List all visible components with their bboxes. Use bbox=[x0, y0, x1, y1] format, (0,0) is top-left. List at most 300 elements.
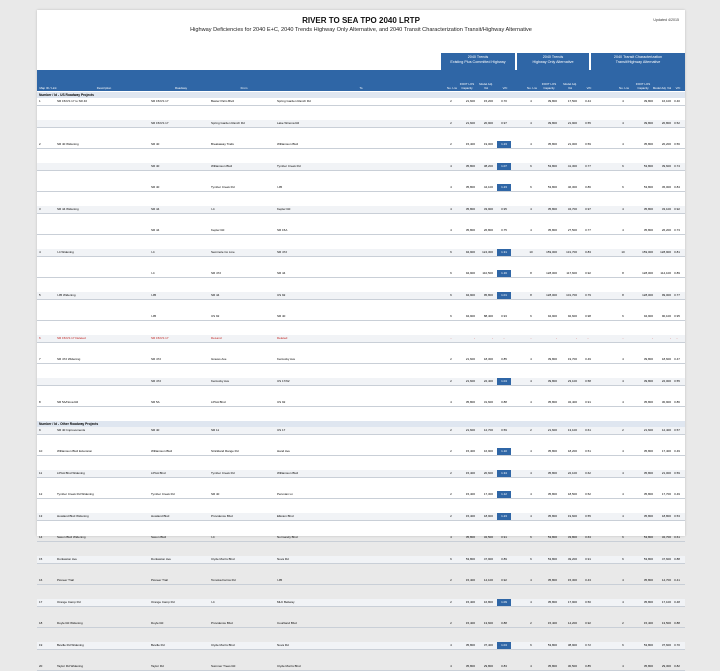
table-cell bbox=[57, 227, 149, 234]
vc-ratio-cell: 1.04 bbox=[497, 642, 511, 649]
table-cell: SR 11 bbox=[211, 427, 220, 432]
table-cell: 8 bbox=[39, 400, 41, 404]
table-cell: Dunlawton Ave bbox=[57, 556, 77, 561]
table-cell: Doyle Rd Widening bbox=[57, 621, 83, 625]
table-cell: SR 40 bbox=[151, 185, 160, 189]
table-cell: 39,800 bbox=[643, 99, 653, 103]
table-cell: SR 40 bbox=[211, 492, 220, 496]
table-cell: 35,800 bbox=[643, 492, 653, 496]
table-cell: 15,400 bbox=[465, 621, 475, 625]
table-cell: 35,800 bbox=[465, 642, 475, 647]
table-cell: Williamson Blvd bbox=[211, 163, 233, 168]
table-cell: Hand Ave bbox=[277, 449, 290, 453]
table-cell: 39,800 bbox=[547, 120, 557, 125]
table-cell: 4 bbox=[622, 206, 624, 211]
table-cell: 1 bbox=[39, 99, 41, 103]
table-cell: 33,100 bbox=[661, 206, 671, 211]
table-row bbox=[37, 270, 685, 278]
table-cell: 12 bbox=[39, 492, 43, 496]
table-cell: 128,000 bbox=[642, 271, 653, 275]
table-cell: 4 bbox=[622, 513, 624, 518]
table-cell: 4 bbox=[450, 664, 452, 668]
vc-ratio-cell: 0.51 bbox=[585, 449, 591, 453]
table-cell: Kepler Rd bbox=[277, 206, 291, 211]
table-cell: Tymber Creek Rd bbox=[277, 163, 301, 168]
vc-ratio-cell: 0.92 bbox=[674, 206, 680, 211]
table-cell: 45,000 bbox=[661, 185, 671, 189]
table-cell: - bbox=[576, 335, 577, 340]
table-cell: Beville Rd Widening bbox=[57, 642, 84, 647]
column-header: Model Adj. Vol bbox=[652, 85, 672, 90]
table-cell: 6 bbox=[450, 556, 452, 561]
vc-ratio-cell: 0.74 bbox=[674, 163, 680, 168]
table-cell: Breakaway Trails bbox=[211, 142, 234, 146]
table-cell: 2 bbox=[622, 621, 624, 625]
column-header: To bbox=[359, 85, 363, 90]
vc-ratio-cell: 0.93 bbox=[501, 314, 507, 318]
table-cell: 18 bbox=[39, 621, 43, 625]
table-cell: 15,400 bbox=[643, 621, 653, 625]
table-row bbox=[37, 163, 685, 171]
table-cell: 2 bbox=[530, 621, 532, 625]
table-cell bbox=[39, 163, 55, 170]
table-cell: 2 bbox=[450, 142, 452, 146]
group-label: 2040 Trends bbox=[467, 55, 489, 59]
table-row bbox=[37, 227, 685, 235]
table-cell: SR 472 bbox=[277, 249, 288, 254]
table-cell: 39,800 bbox=[547, 378, 557, 383]
vc-ratio-cell: 0.85 bbox=[501, 357, 507, 361]
table-cell: 159,000 bbox=[546, 249, 557, 254]
table-row bbox=[37, 642, 685, 650]
table-cell: 128,000 bbox=[546, 292, 557, 297]
table-cell: Spring Garden Ranch Rd bbox=[211, 120, 245, 125]
table-cell: SR 44 Widening bbox=[57, 206, 79, 211]
table-cell: Taylor Rd Widening bbox=[57, 664, 84, 668]
table-cell: 39,800 bbox=[643, 378, 653, 383]
table-cell: I-4 bbox=[151, 249, 155, 254]
table-cell bbox=[39, 378, 55, 385]
table-cell: SR 15A bbox=[277, 228, 288, 232]
table-cell: 29,300 bbox=[661, 664, 671, 668]
table-row bbox=[37, 206, 685, 214]
table-cell: 4 bbox=[622, 599, 624, 604]
vc-ratio-cell: 0.83 bbox=[501, 664, 507, 668]
vc-ratio-cell: 1.23 bbox=[497, 184, 511, 191]
table-cell: Lake Winona Rd bbox=[277, 120, 300, 125]
table-cell: LPGA Blvd bbox=[151, 470, 166, 475]
table-cell: 4 bbox=[450, 206, 452, 211]
vc-ratio-cell: 0.77 bbox=[585, 228, 591, 232]
table-cell: SR 15/US 17 bbox=[151, 99, 169, 103]
table-cell: 4 bbox=[530, 228, 532, 232]
table-cell: 37,600 bbox=[661, 642, 671, 647]
table-cell: 35,800 bbox=[643, 206, 653, 211]
table-cell: Tomoka Farms Rd bbox=[211, 578, 236, 582]
table-cell: 4 bbox=[530, 120, 532, 125]
table-cell: Summer Trees Rd bbox=[211, 664, 236, 668]
table-cell: 8 bbox=[622, 292, 624, 297]
table-cell: 21,600 bbox=[465, 378, 475, 383]
vc-ratio-cell: 1.23 bbox=[497, 513, 511, 520]
table-cell: 26,200 bbox=[661, 228, 671, 232]
vc-ratio-cell: 0.97 bbox=[585, 206, 591, 211]
table-cell: Providence Blvd bbox=[211, 513, 233, 518]
table-cell: I-4 bbox=[151, 271, 155, 275]
table-cell: 18,600 bbox=[661, 357, 671, 361]
table-cell: 2 bbox=[530, 427, 532, 432]
table-cell: 17,500 bbox=[567, 99, 577, 103]
table-row bbox=[37, 599, 685, 607]
group-sublabel: Existing Plus Committed Highway bbox=[450, 60, 506, 65]
table-cell bbox=[39, 120, 55, 127]
table-cell: 4 bbox=[530, 357, 532, 361]
table-cell: 39,800 bbox=[643, 357, 653, 361]
table-cell: Orange Camp Rd bbox=[151, 599, 175, 604]
table-cell: 35,800 bbox=[643, 470, 653, 475]
table-cell: 4 bbox=[530, 400, 532, 404]
table-cell: 38,900 bbox=[567, 642, 577, 647]
table-cell: Courtland Blvd bbox=[277, 621, 297, 625]
table-cell: Nova Rd bbox=[277, 642, 289, 647]
table-cell: Spring Garden Ranch Rd bbox=[277, 99, 311, 103]
table-cell: 27,500 bbox=[567, 228, 577, 232]
vc-ratio-cell: 0.97 bbox=[501, 120, 507, 125]
document-subtitle: Highway Deficiencies for 2040 E+C, 2040 Trends Highway Only Alternative, and 2040 Transit Characterization Transit/Highway Alternative bbox=[190, 27, 532, 33]
table-cell: 39,800 bbox=[643, 120, 653, 125]
column-header: V/C bbox=[502, 85, 508, 90]
vc-ratio-cell: 0.91 bbox=[585, 556, 591, 561]
table-cell: 53,800 bbox=[643, 535, 653, 539]
table-cell: 94,900 bbox=[465, 314, 475, 318]
column-header: Model Adj. Vol bbox=[479, 82, 493, 90]
table-cell: 12,700 bbox=[483, 427, 493, 432]
table-cell: - bbox=[492, 335, 493, 340]
table-cell: 20,600 bbox=[483, 470, 493, 475]
table-row bbox=[37, 491, 685, 499]
table-cell: SR 40 bbox=[277, 314, 286, 318]
table-cell: I-4 bbox=[211, 599, 215, 604]
table-cell: 53,800 bbox=[547, 556, 557, 561]
vc-ratio-cell: 0.59 bbox=[674, 470, 680, 475]
table-cell: 2 bbox=[450, 99, 452, 103]
table-cell: - bbox=[622, 335, 624, 340]
table-cell: 6 bbox=[530, 535, 532, 539]
table-cell: 35,800 bbox=[643, 513, 653, 518]
table-cell: 19,700 bbox=[567, 357, 577, 361]
table-cell: 29,800 bbox=[483, 664, 493, 668]
table-cell: 53,800 bbox=[547, 163, 557, 168]
group-sublabel: Highway Only Alternative bbox=[532, 60, 574, 65]
table-cell: 4 bbox=[530, 492, 532, 496]
section-header: Number / Id - Other Roadway Projects bbox=[37, 421, 685, 427]
vc-ratio-cell: - bbox=[587, 335, 589, 340]
group-sublabel: Transit/Highway Alternative bbox=[615, 60, 661, 65]
table-cell: Doyle Rd bbox=[151, 621, 164, 625]
vc-ratio-cell: 0.77 bbox=[674, 292, 680, 297]
table-cell: - bbox=[530, 335, 532, 340]
table-cell: I-4 bbox=[211, 206, 215, 211]
table-cell: 35,800 bbox=[547, 599, 557, 604]
table-cell: 110,500 bbox=[482, 271, 493, 275]
table-cell: Tymber Creek Rd Widening bbox=[57, 492, 94, 496]
table-cell: 14,200 bbox=[567, 621, 577, 625]
vc-ratio-cell: 0.52 bbox=[674, 120, 680, 125]
table-cell: Kentucky Ave bbox=[277, 357, 296, 361]
table-cell: 18,900 bbox=[483, 513, 493, 518]
table-cell: 6 bbox=[622, 556, 624, 561]
table-row bbox=[37, 620, 685, 628]
table-cell: 35,800 bbox=[465, 163, 475, 168]
table-cell: 92,600 bbox=[567, 314, 577, 318]
table-row bbox=[37, 335, 685, 343]
table-cell: SR 15/US 17 bbox=[151, 120, 169, 125]
table-cell: US 92 bbox=[277, 292, 286, 297]
table-cell: Elkcam Blvd bbox=[277, 513, 294, 518]
table-cell: 35,800 bbox=[465, 535, 475, 539]
table-cell: 19,000 bbox=[483, 142, 493, 146]
table-cell: 21,900 bbox=[567, 120, 577, 125]
table-row bbox=[37, 663, 685, 671]
table-cell: 131,700 bbox=[566, 249, 577, 254]
table-cell: 35,800 bbox=[547, 492, 557, 496]
column-header: Model Adj. Vol bbox=[563, 82, 577, 90]
table-cell: 2 bbox=[450, 449, 452, 453]
vc-ratio-cell: 0.88 bbox=[674, 556, 680, 561]
table-cell: SR 40 bbox=[151, 163, 160, 168]
table-cell: 15 bbox=[39, 556, 43, 561]
table-cell: 53,800 bbox=[643, 163, 653, 168]
table-cell: SR 472 Widening bbox=[57, 357, 81, 361]
vc-ratio-cell: 1.01 bbox=[497, 292, 511, 299]
table-cell bbox=[39, 313, 55, 320]
table-cell: 4 bbox=[450, 642, 452, 647]
table-cell: Clyde Morris Blvd bbox=[211, 556, 235, 561]
table-cell: 114,100 bbox=[660, 271, 671, 275]
document-sheet bbox=[37, 10, 685, 668]
table-cell: 37,400 bbox=[483, 642, 493, 647]
table-cell: SR 40 bbox=[151, 142, 160, 146]
vc-ratio-cell: 0.92 bbox=[585, 271, 591, 275]
table-cell: 4 bbox=[622, 120, 624, 125]
table-cell: 2 bbox=[450, 120, 452, 125]
table-cell: 20 bbox=[39, 664, 43, 668]
vc-ratio-cell: 0.48 bbox=[674, 599, 680, 604]
table-cell: US 92 bbox=[277, 400, 286, 404]
table-cell: Williamson Blvd bbox=[277, 142, 299, 146]
table-cell: 21,600 bbox=[465, 427, 475, 432]
table-cell: 39,800 bbox=[547, 357, 557, 361]
vc-ratio-cell: 0.88 bbox=[501, 621, 507, 625]
table-cell: SR 5A bbox=[151, 400, 160, 404]
vc-ratio-cell: 1.09 bbox=[497, 599, 511, 606]
table-cell: SR 44 bbox=[151, 228, 160, 232]
vc-ratio-cell: 0.59 bbox=[501, 427, 507, 432]
table-cell: 14,100 bbox=[483, 578, 493, 582]
table-cell: 17,400 bbox=[661, 449, 671, 453]
table-cell: 2 bbox=[450, 357, 452, 361]
table-cell: Clyde Morris Blvd bbox=[211, 642, 235, 647]
table-cell: 35,800 bbox=[643, 578, 653, 582]
table-cell: 33,900 bbox=[483, 206, 493, 211]
vc-ratio-cell: 0.92 bbox=[585, 621, 591, 625]
table-cell: 2 bbox=[450, 621, 452, 625]
table-row bbox=[37, 184, 685, 192]
table-cell bbox=[57, 120, 149, 127]
table-cell: 18,500 bbox=[567, 492, 577, 496]
table-cell: Saxon Blvd Widening bbox=[57, 535, 86, 539]
table-cell: 35,800 bbox=[547, 449, 557, 453]
table-row bbox=[37, 292, 685, 300]
vc-ratio-cell: 0.73 bbox=[674, 228, 680, 232]
vc-ratio-cell: 0.92 bbox=[501, 578, 507, 582]
table-cell: 4 bbox=[622, 578, 624, 582]
table-cell: 53,800 bbox=[643, 556, 653, 561]
table-cell: 16 bbox=[39, 578, 43, 582]
table-cell: 5 bbox=[39, 292, 41, 297]
table-cell: 2 bbox=[450, 513, 452, 518]
vc-ratio-cell: 0.52 bbox=[585, 492, 591, 496]
table-cell: Tymber Creek Rd bbox=[211, 185, 235, 189]
table-row bbox=[37, 577, 685, 585]
table-cell: 95,800 bbox=[483, 292, 493, 297]
vc-ratio-cell: 1.31 bbox=[497, 249, 511, 256]
table-cell: DeLand bbox=[211, 335, 222, 340]
table-cell: 13,500 bbox=[661, 621, 671, 625]
table-cell: 4 bbox=[450, 400, 452, 404]
table-cell: 35,800 bbox=[547, 206, 557, 211]
column-header: No. Lns bbox=[447, 85, 457, 90]
vc-ratio-cell: 0.85 bbox=[585, 664, 591, 668]
table-cell: 35,800 bbox=[465, 228, 475, 232]
column-header: Map ID / Link bbox=[39, 85, 57, 90]
table-cell: 4 bbox=[530, 378, 532, 383]
table-cell: 47,900 bbox=[483, 556, 493, 561]
table-cell: 35,800 bbox=[643, 599, 653, 604]
table-cell: 35,800 bbox=[547, 578, 557, 582]
table-cell: 2 bbox=[622, 427, 624, 432]
table-cell: 99,000 bbox=[661, 292, 671, 297]
vc-ratio-cell: 0.88 bbox=[501, 400, 507, 404]
table-cell: Nova Rd bbox=[277, 556, 289, 561]
table-cell: 4 bbox=[39, 249, 41, 254]
table-cell: 4 bbox=[450, 163, 452, 168]
vc-ratio-cell: 0.79 bbox=[585, 292, 591, 297]
table-cell: 94,900 bbox=[643, 314, 653, 318]
table-cell: SR 15/US 17 to SR 40 bbox=[57, 99, 88, 103]
table-cell: 4 bbox=[622, 400, 624, 404]
table-cell: 101,700 bbox=[566, 292, 577, 297]
table-cell: Tymber Creek Rd bbox=[151, 492, 175, 496]
table-cell: US 17/92 bbox=[277, 378, 290, 383]
vc-ratio-cell: 0.86 bbox=[585, 185, 591, 189]
table-cell: 13 bbox=[39, 513, 43, 518]
table-cell: 4 bbox=[622, 142, 624, 146]
table-cell: Peruvian Ln bbox=[277, 492, 294, 496]
table-cell: 53,800 bbox=[643, 642, 653, 647]
table-cell: 2 bbox=[450, 492, 452, 496]
table-cell: 15,400 bbox=[465, 578, 475, 582]
table-cell: 8 bbox=[622, 271, 624, 275]
table-cell: - bbox=[450, 335, 452, 340]
vc-ratio-cell: 0.53 bbox=[674, 513, 680, 518]
vc-ratio-cell: 0.98 bbox=[585, 314, 591, 318]
table-cell: 23,100 bbox=[567, 378, 577, 383]
table-cell: Strickland Range Rd bbox=[211, 449, 239, 453]
table-cell: Orange Camp Rd bbox=[57, 599, 81, 604]
table-cell: Howland Blvd bbox=[151, 513, 170, 518]
table-cell: 53,800 bbox=[547, 535, 557, 539]
vc-ratio-cell: 0.83 bbox=[585, 249, 591, 254]
table-cell: Williamson Blvd Extension bbox=[57, 449, 93, 453]
date-note: Updated 4/2015 bbox=[653, 18, 679, 22]
table-cell: 32,400 bbox=[567, 400, 577, 404]
table-cell: 4 bbox=[622, 99, 624, 103]
table-cell: 35,800 bbox=[643, 664, 653, 668]
table-cell: 19 bbox=[39, 642, 43, 647]
table-cell: 6 bbox=[530, 314, 532, 318]
table-cell: 4 bbox=[450, 535, 452, 539]
table-cell: 14 bbox=[39, 535, 43, 539]
table-row bbox=[37, 141, 685, 149]
table-cell: 128,000 bbox=[546, 271, 557, 275]
table-cell: 35,800 bbox=[547, 470, 557, 475]
table-cell: Normandy Blvd bbox=[277, 535, 298, 539]
table-cell: Tymber Creek Rd bbox=[211, 470, 235, 475]
table-cell: 4 bbox=[530, 99, 532, 103]
vc-ratio-cell: 0.44 bbox=[585, 99, 591, 103]
table-cell: 6 bbox=[530, 556, 532, 561]
table-row bbox=[37, 313, 685, 321]
table-cell: 35,800 bbox=[547, 664, 557, 668]
table-cell: 35,800 bbox=[465, 206, 475, 211]
table-cell: SR 40 Widening bbox=[57, 142, 79, 146]
table-cell: Clyde Morris Blvd bbox=[277, 664, 301, 668]
table-cell: 124,300 bbox=[482, 249, 493, 254]
group-header-transit bbox=[591, 53, 685, 70]
table-cell: 88,400 bbox=[483, 314, 493, 318]
table-cell: 22,400 bbox=[483, 378, 493, 383]
table-cell: Williamson Blvd bbox=[277, 470, 299, 475]
table-row bbox=[37, 534, 685, 542]
table-cell: 18,800 bbox=[661, 513, 671, 518]
table-cell: 33,800 bbox=[567, 535, 577, 539]
table-cell: 32,700 bbox=[661, 535, 671, 539]
vc-ratio-cell: 0.82 bbox=[674, 664, 680, 668]
table-cell: Howland Blvd Widening bbox=[57, 513, 89, 518]
column-header: Description bbox=[96, 85, 112, 90]
table-cell bbox=[57, 313, 149, 320]
vc-ratio-cell: 0.55 bbox=[674, 378, 680, 383]
vc-ratio-cell: 0.70 bbox=[674, 642, 680, 647]
table-cell: 13,100 bbox=[567, 427, 577, 432]
table-cell: I-4 Widening bbox=[57, 249, 74, 254]
table-cell: 4 bbox=[530, 206, 532, 211]
table-cell: 4 bbox=[622, 228, 624, 232]
table-cell: 10 bbox=[39, 449, 43, 453]
vc-ratio-cell: 0.41 bbox=[674, 578, 680, 582]
vc-ratio-cell: - bbox=[676, 335, 678, 340]
vc-ratio-cell: 1.04 bbox=[497, 378, 511, 385]
table-cell: 35,800 bbox=[465, 664, 475, 668]
vc-ratio-cell: 0.49 bbox=[674, 492, 680, 496]
vc-ratio-cell: 0.86 bbox=[674, 400, 680, 404]
table-cell: 35,800 bbox=[547, 513, 557, 518]
table-cell: - bbox=[670, 335, 671, 340]
vc-ratio-cell: 0.62 bbox=[585, 470, 591, 475]
table-cell: 39,600 bbox=[661, 163, 671, 168]
group-header-highway bbox=[517, 53, 589, 70]
